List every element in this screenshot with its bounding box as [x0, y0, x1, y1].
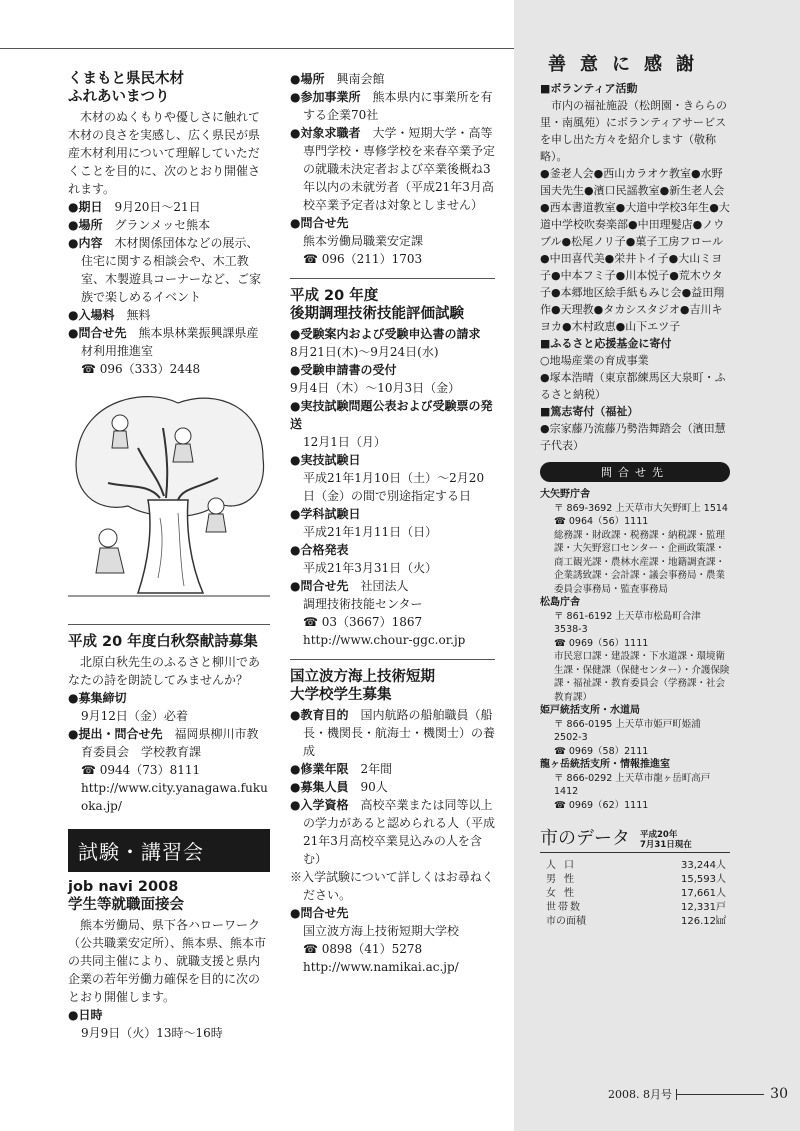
label: ●場所 [68, 218, 103, 232]
office-name: 姫戸統括支所・水道局 [540, 705, 640, 716]
toiawase-header: 問合せ先 [540, 462, 730, 482]
page-footer [608, 1086, 788, 1102]
divider [290, 278, 495, 279]
kumamoto-title-1: くまもと県民木材 [68, 71, 184, 87]
sidebar-content [540, 50, 730, 929]
namikai-contact-label: ●問合せ先 [290, 906, 349, 920]
section-banner: 試験・講習会 [68, 829, 270, 872]
namikai-contact: 国立波方海上技術短期大学校 [303, 924, 460, 938]
office-tel: ☎ 0964（56）1111 [554, 516, 649, 527]
namikai-purpose [290, 706, 495, 760]
office-tel: ☎ 0969（58）2111 [554, 745, 649, 757]
namikai-title-1: 国立波方海上技術短期 [290, 669, 435, 685]
stat-key: 女性 [546, 888, 582, 899]
label: ●募集人員 [290, 780, 349, 794]
value: 90人 [360, 780, 388, 794]
chori-k3: ●実技試験問題公表および受験票の発送 [290, 399, 493, 431]
value: 国内航路の船舶職員（船長・機関長・航海士・機関士）の養成 [303, 708, 496, 758]
citydata-header [540, 824, 730, 853]
value: 9月20日〜21日 [114, 200, 201, 214]
value: グランメッセ熊本 [114, 218, 211, 232]
stat-row [540, 915, 730, 929]
office-name: 龍ヶ岳統括支所・情報推進室 [540, 759, 670, 770]
kumamoto-date [68, 198, 270, 216]
stat-value: 17,661人 [681, 888, 726, 899]
citydata-note-1: 平成20年 [640, 830, 678, 840]
office-address: 〒 869-3692 上天草市大矢野町上 1514 [554, 502, 728, 514]
value: 高校卒業または同等以上の学力があると認められる人（平成21年3月高校卒業見込みの人を含む） [303, 798, 496, 866]
jobnavi-contact-label: ●問合せ先 [290, 216, 349, 230]
office-departments: 総務課・財政課・税務課・納税課・監理課・大矢野窓口センター・企画政策課・商工観光課・農林水産課・地籍調査課・企業誘致課・会計課・議会事務局・農業委員会事務局・監査事務局 [554, 529, 726, 595]
namikai-title-2: 大学校学生募集 [290, 687, 392, 703]
jobnavi-contact: 熊本労働局職業安定課 [303, 234, 424, 248]
kumamoto-content [68, 234, 270, 306]
chori-title-2: 後期調理技術技能評価試験 [290, 306, 464, 322]
jobnavi-title-2: 学生等就職面接会 [68, 897, 184, 913]
office-name: 大矢野庁舎 [540, 489, 590, 500]
label: ●対象求職者 [290, 126, 361, 140]
namikai-years [290, 760, 495, 778]
value: 木材関係団体などの展示、住宅に関する相談会や、木工教室、木製遊具コーナーなど、ご家族で楽しめるイベント [81, 236, 262, 304]
hakushu-url[interactable]: http://www.city.yanagawa.fukuoka.jp/ [81, 781, 268, 813]
divider [290, 659, 495, 660]
office-address: 〒 866-0292 上天草市龍ヶ岳町高戸 1412 [554, 772, 711, 797]
kumamoto-contact [68, 324, 270, 360]
stat-row [540, 873, 730, 887]
namikai-note: ※入学試験について詳しくはお尋ねください。 [290, 870, 494, 902]
footer-rule [676, 1094, 764, 1095]
citydata-note [640, 830, 692, 850]
chori-k5: ●学科試験日 [290, 507, 361, 521]
zeni-t2: ○地場産業の育成事業 [540, 354, 649, 367]
sidebar [514, 0, 800, 1131]
issue-label: 2008. 8月号 [608, 1088, 672, 1101]
chori-tel: ☎ 03（3667）1867 [303, 615, 423, 629]
stat-row [540, 887, 730, 901]
chori-title [290, 287, 495, 323]
hakushu-title: 平成 20 年度白秋祭献詩募集 [68, 634, 258, 650]
stat-key: 男性 [546, 874, 582, 885]
chori-title-1: 平成 20 年度 [290, 288, 379, 304]
kumamoto-title-2: ふれあいまつり [68, 89, 170, 105]
zeni-h1: ■ボランティア活動 [540, 82, 638, 95]
kumamoto-intro: 木材のぬくもりや優しさに触れて木材の良さを実感し、広く県民が県産木材利用について理解していただくことを目的に、次のとおり開催されます。 [68, 110, 261, 196]
value: 2年間 [360, 762, 393, 776]
kumamoto-tel: ☎ 096（333）2448 [81, 362, 201, 376]
value: 福岡県柳川市教育委員会 学校教育課 [81, 727, 259, 759]
namikai-title [290, 668, 495, 704]
chori-k1: ●受験案内および受験申込書の請求 [290, 327, 481, 341]
stat-key: 市の面積 [546, 916, 586, 927]
zeni-t4: ●宗家藤乃流藤乃勢浩舞踏会（濱田慧子代表） [540, 422, 726, 452]
chori-v1: 8月21日(木)〜9月24日(水) [290, 345, 439, 359]
chori-url[interactable]: http://www.chour-ggc.or.jp [303, 633, 466, 647]
label: ●教育目的 [290, 708, 349, 722]
hakushu-contact [68, 725, 270, 761]
label: ●修業年限 [290, 762, 349, 776]
column-1 [68, 70, 270, 1042]
stat-value: 33,244人 [681, 860, 726, 871]
stat-row [540, 859, 730, 873]
label: ●入学資格 [290, 798, 349, 812]
stat-key: 世帯数 [546, 902, 582, 913]
jobnavi-companies [290, 88, 495, 124]
top-rule [0, 48, 514, 49]
chori-v5: 平成21年1月11日（日） [303, 525, 438, 539]
value: 大学・短期大学・高等専門学校・専修学校を来春卒業予定の就職未決定者および卒業後概ね3年以内の未就労者（平成21年3月高校卒業予定者は対象としません） [303, 126, 496, 212]
label: ●問合せ先 [68, 326, 127, 340]
value: 興南会館 [336, 72, 385, 86]
chori-v3: 12月1日（月） [303, 435, 386, 449]
hakushu-deadline-label: ●募集締切 [68, 691, 127, 705]
citydata-table [540, 859, 730, 929]
namikai-tel: ☎ 0898（41）5278 [303, 942, 423, 956]
chori-v6: 平成21年3月31日（火） [303, 561, 438, 575]
office-tel: ☎ 0969（62）1111 [554, 799, 649, 811]
chori-k4: ●実技試験日 [290, 453, 361, 467]
jobnavi-intro: 熊本労働局、県下各ハローワーク（公共職業安定所）、熊本県、熊本市の共同主催により、就職支援と県内企業の若年労働力確保を目的に次のとおり開催します。 [68, 918, 267, 1004]
office-address: 〒 866-0195 上天草市姫戸町姫浦 2502-3 [554, 718, 701, 743]
namikai-qualification [290, 796, 495, 868]
office-list [540, 488, 730, 812]
label: ●問合せ先 [290, 579, 349, 593]
jobnavi-date-label: ●日時 [68, 1008, 103, 1022]
stat-value: 15,593人 [681, 874, 726, 885]
kumamoto-place [68, 216, 270, 234]
label: ●期日 [68, 200, 103, 214]
value: 熊本県内に事業所を有する企業70社 [303, 90, 493, 122]
zeni-h3: ■篤志寄付（福祉） [540, 405, 639, 418]
stat-value: 126.12㎢ [681, 916, 726, 927]
zeni-t1: 市内の福祉施設（松朗園・きららの里・南風苑）にボランティアサービスを申し出た方々を紹介します（敬称略）。 [540, 99, 727, 163]
value: 熊本県林業振興課県産材利用推進室 [81, 326, 259, 358]
kumamoto-fee [68, 306, 270, 324]
zeni-title: 善意に感謝 [548, 54, 708, 75]
jobnavi-place [290, 70, 495, 88]
namikai-capacity [290, 778, 495, 796]
hakushu-intro: 北原白秋先生のふるさと柳川であなたの詩を朗読してみませんか？ [68, 655, 261, 687]
zeni-section [540, 80, 730, 454]
chori-k2: ●受験申請書の受付 [290, 363, 397, 377]
label: ●場所 [290, 72, 325, 86]
chori-k6: ●合格発表 [290, 543, 349, 557]
stat-value: 12,331戸 [681, 902, 726, 913]
chori-v2: 9月4日（木）〜10月3日（金） [290, 381, 461, 395]
hakushu-tel: ☎ 0944（73）8111 [81, 763, 201, 777]
label: ●参加事業所 [290, 90, 361, 104]
chori-contact-org: 調理技術技能センター [303, 597, 423, 611]
kumamoto-title [68, 70, 270, 106]
divider [68, 624, 270, 625]
namikai-url[interactable]: http://www.namikai.ac.jp/ [303, 960, 459, 974]
jobnavi-tel: ☎ 096（211）1703 [303, 252, 423, 266]
office-tel: ☎ 0969（56）1111 [554, 637, 649, 649]
office-name: 松島庁舎 [540, 597, 580, 608]
jobnavi-date: 9月9日（火）13時〜16時 [81, 1026, 223, 1040]
label: ●内容 [68, 236, 103, 250]
page-number: 30 [770, 1086, 788, 1102]
jobnavi-target [290, 124, 495, 214]
office-address: 〒 861-6192 上天草市松島町合津 3538-3 [554, 610, 701, 635]
value: 社団法人 [360, 579, 409, 593]
label: ●入場料 [68, 308, 115, 322]
citydata-title: 市のデータ [540, 828, 630, 849]
value: 無料 [126, 308, 151, 322]
zeni-h2: ■ふるさと応援基金に寄付 [540, 337, 672, 350]
chori-v4: 平成21年1月10日（土）〜2月20日（金）の間で別途指定する日 [303, 471, 485, 503]
hakushu-deadline: 9月12日（金）必着 [81, 709, 188, 723]
chori-contact [290, 577, 495, 595]
stat-row [540, 901, 730, 915]
stat-key: 人口 [546, 860, 582, 871]
tree-illustration [68, 388, 270, 606]
zeni-t3: ●塚本浩晴（東京都練馬区大泉町・ふるさと納税） [540, 371, 726, 401]
citydata-note-2: 7月31日現在 [640, 840, 692, 850]
jobnavi-title-1: job navi 2008 [68, 879, 179, 895]
zeni-list: ●釜老人会●西山カラオケ教室●水野国夫先生●濱口民謡教室●新生老人会●西本書道教室●大道中学校3年生●大道中学校吹奏楽部●中田理髪店●ノウブル●松尾ノリ子●菓子工房フロール●中田喜代美●栄井トイ子●大山ミヨ子●中本フミ子●川本悦子●荒木ウタ子●本郷地区絵手紙もみじ会●益田翔作●天理教●タカシスタジオ●吉川キヨカ●木村政恵●山下エツ子 [540, 167, 730, 333]
office-departments: 市民窓口課・建設課・下水道課・環境衛生課・保健課（保健センター）・介護保険課・福祉課・教育委員会（学務課・社会教育課） [554, 651, 730, 703]
jobnavi-title [68, 878, 270, 914]
column-2 [290, 70, 495, 976]
label: ●提出・問合せ先 [68, 727, 163, 741]
